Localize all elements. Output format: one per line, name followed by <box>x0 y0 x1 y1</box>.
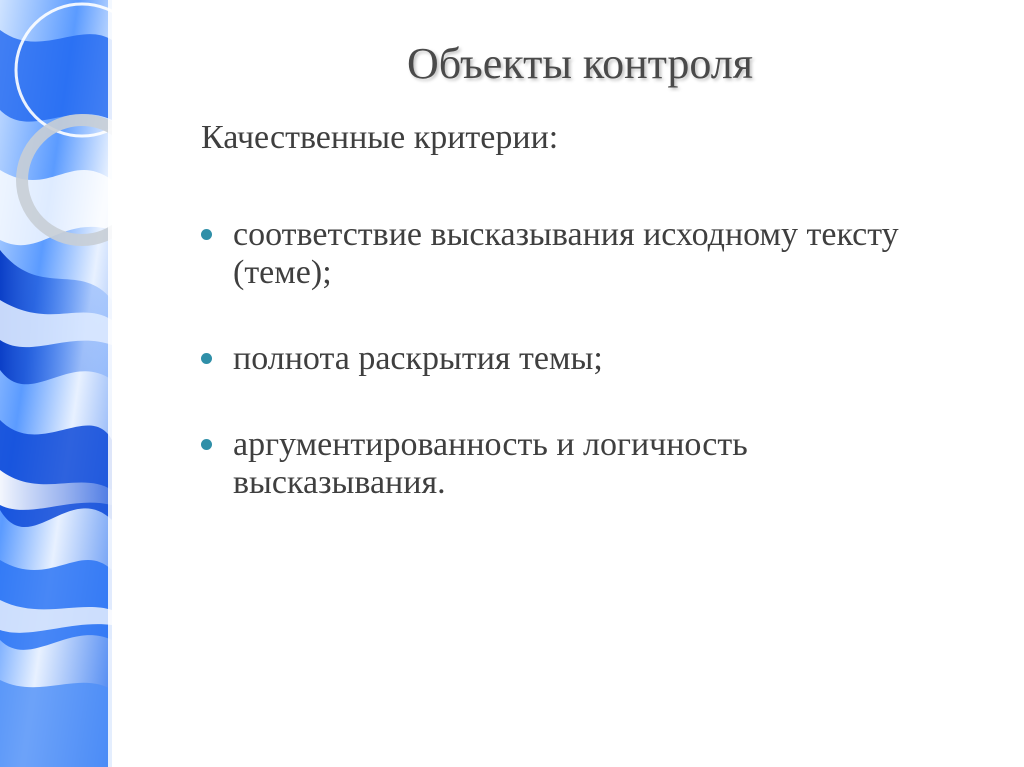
bullet-dot-icon <box>201 229 212 240</box>
slide-title: Объекты контроля <box>406 39 753 88</box>
bullet-text: полнота раскрытия темы; <box>233 340 603 377</box>
bullet-dot-icon <box>201 353 212 364</box>
bullet-item <box>201 426 961 502</box>
bullet-item <box>201 340 961 378</box>
decoration-graphic <box>0 0 112 767</box>
slide-subtitle: Качественные критерии: <box>201 119 559 156</box>
bullet-list <box>201 216 961 502</box>
bullet-text: аргументированность и логичность высказывания. <box>233 426 748 501</box>
bullet-text: соответствие высказывания исходному тексту (теме); <box>233 216 899 291</box>
blue-swirl-decoration <box>0 0 112 767</box>
bullet-dot-icon <box>201 439 212 450</box>
bullet-item <box>201 216 961 292</box>
